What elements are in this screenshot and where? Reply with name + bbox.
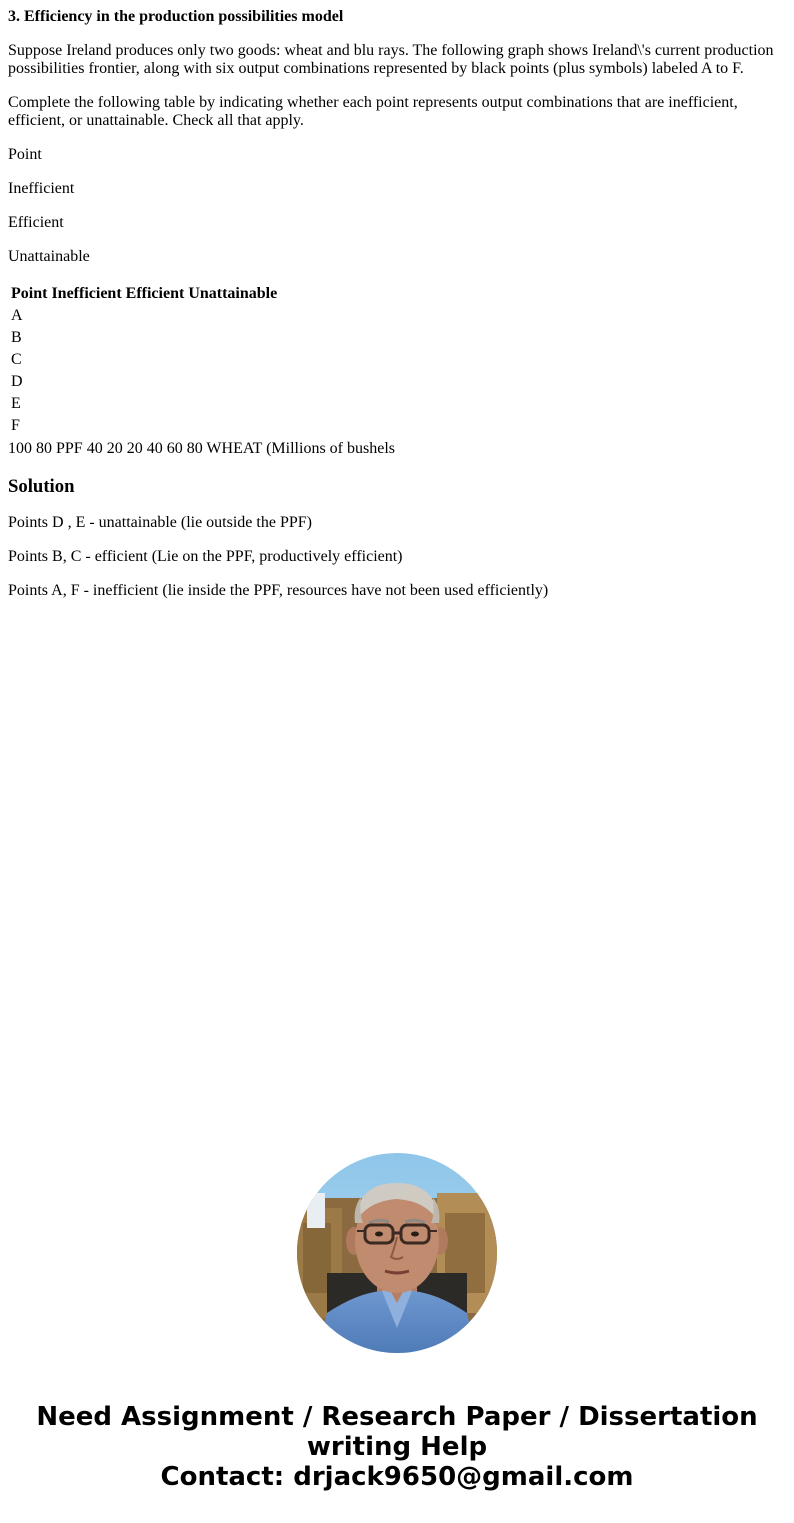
solution-line: Points A, F - inefficient (lie inside the PPF, resources have not been used efficiently) <box>8 582 549 599</box>
table-cell-point: E <box>11 395 21 412</box>
table-cell-point: F <box>11 417 20 434</box>
table-row <box>10 394 278 414</box>
table-row <box>10 306 278 326</box>
label-inefficient: Inefficient <box>8 180 75 197</box>
solution-heading: Solution <box>8 476 75 497</box>
contact-email: Contact: drjack9650@gmail.com <box>160 1462 634 1492</box>
banner-line: writing Help <box>306 1432 488 1462</box>
classification-table <box>8 282 280 438</box>
table-header: Efficient <box>125 285 185 302</box>
table-header: Point <box>11 285 48 302</box>
document-content <box>8 0 786 600</box>
table-header: Unattainable <box>188 285 278 302</box>
table-header-row <box>10 284 278 304</box>
label-unattainable: Unattainable <box>8 248 90 265</box>
table-row <box>10 416 278 436</box>
table-row <box>10 350 278 370</box>
table-cell-point: B <box>11 329 22 346</box>
question-title: 3. Efficiency in the production possibilities model <box>8 8 344 25</box>
table-row <box>10 328 278 348</box>
table-row <box>10 372 278 392</box>
label-point: Point <box>8 146 42 163</box>
question-instruction: Complete the following table by indicating whether each point represents output combinations that are inefficient, efficient, or unattainable. Check all that apply. <box>8 94 738 129</box>
contact-banner <box>0 1402 794 1492</box>
solution-line: Points D , E - unattainable (lie outside the PPF) <box>8 514 312 531</box>
question-intro: Suppose Ireland produces only two goods: wheat and blu rays. The following graph shows Ireland\'s current production possibilities frontier, along with six output combinations represented by black points (plus symbols) labeled A to F. <box>8 42 774 77</box>
banner-line: Need Assignment / Research Paper / Dissertation <box>36 1402 758 1432</box>
author-avatar <box>297 1153 497 1353</box>
table-cell-point: D <box>11 373 23 390</box>
solution-line: Points B, C - efficient (Lie on the PPF, productively efficient) <box>8 548 403 565</box>
label-efficient: Efficient <box>8 214 64 231</box>
graph-residual-text: 100 80 PPF 40 20 20 40 60 80 WHEAT (Millions of bushels <box>8 440 395 457</box>
table-header: Inefficient <box>51 285 122 302</box>
table-cell-point: A <box>11 307 23 324</box>
table-cell-point: C <box>11 351 22 368</box>
